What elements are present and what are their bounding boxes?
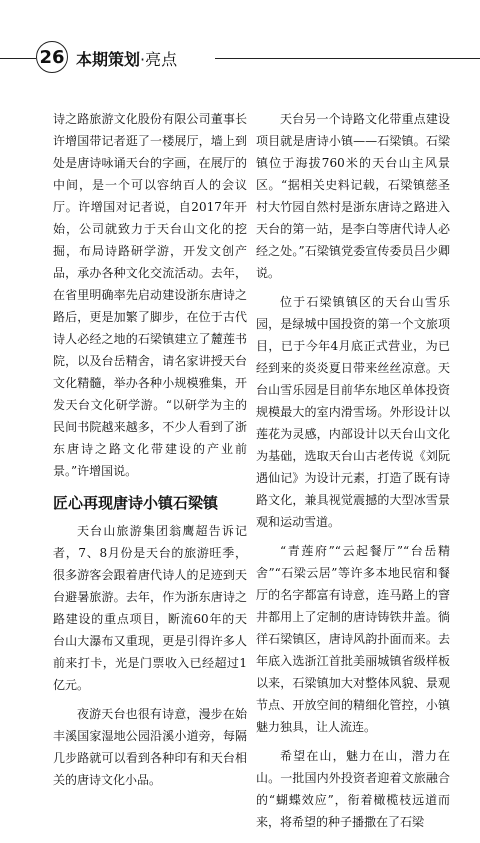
right-paragraph-1: 天台另一个诗路文化带重点建设项目就是唐诗小镇——石梁镇。石梁镇位于海拔760米的天台山主风景区。“据相关史料记载，石梁镇慈圣村大竹园自然村是浙东唐诗之路进入天台的第一站，是李白等唐代诗人必经之处。”石梁镇党委宣传委员吕少卿说。 <box>256 112 450 280</box>
right-paragraph-3: “青莲府”“云起餐厅”“台岳精舍”“石梁云居”等许多本地民宿和餐厅的名字都富有诗意，连马路上的窨井都用上了定制的唐诗铸铁井盖。徜徉石梁镇区，唐诗风韵扑面而来。去年底入选浙江首批美丽城镇省级样板以来，石梁镇加大对整体风貌、景观节点、开放空间的精细化管控，小镇魅力独具，让人流连。 <box>256 544 450 734</box>
page-header <box>0 38 480 78</box>
section-heading: 匠心再现唐诗小镇石梁镇 <box>53 494 219 512</box>
header-rule-left <box>0 58 36 59</box>
section-title-sub: ·亮点 <box>140 50 178 69</box>
right-paragraph-2: 位于石梁镇镇区的天台山雪乐园，是绿城中国投资的第一个文旅项目，已于今年4月底正式营业，为已经到来的炎炎夏日带来丝丝凉意。天台山雪乐园是目前华东地区单体投资规模最大的室内滑雪场。外形设计以莲花为灵感，内部设计以天台山文化为基础，选取天台山古老传说《刘阮遇仙记》为设计元素，打造了既有诗路文化，兼具视觉震撼的大型冰雪景观和运动雪道。 <box>256 295 450 529</box>
page-number: 26 <box>36 41 68 73</box>
section-title-main: 本期策划 <box>76 50 141 69</box>
left-paragraph-2: 天台山旅游集团翁鹰超告诉记者，7、8月份是天台的旅游旺季，很多游客会跟着唐代诗人的足迹到天台避暑旅游。去年，作为浙东唐诗之路建设的重点项目，断流60年的天台山大瀑布又重现，更是引得许多人前来打卡，光是门票收入已经超过1亿元。 <box>53 524 247 692</box>
left-column <box>53 108 247 798</box>
left-paragraph-1: 诗之路旅游文化股份有限公司董事长许增国带记者逛了一楼展厅，墙上到处是唐诗咏诵天台的字画，在展厅的中间，是一个可以容纳百人的会议厅。许增国对记者说，自2017年开始，公司就致力于天台山文化的挖掘，布局诗路研学游，开发文创产品，承办各种文化交流活动。去年，在省里明确率先启动建设浙东唐诗之路后，更是加繁了脚步，在位于古代诗人必经之地的石梁镇建立了麓莲书院，以及台岳精舍，请名家讲授天台文化精髓，举办各种小规模雅集，开发天台文化研学游。“以研学为主的民间书院越来越多，不少人看到了浙东唐诗之路文化带建设的产业前景。”许增国说。 <box>53 112 247 478</box>
section-title <box>76 47 177 70</box>
right-paragraph-4: 希望在山，魅力在山，潜力在山。一批国内外投资者迎着文旅融合的“蝴蝶效应”，衔着橄榄枝远道而来，将希望的种子播撒在了石梁 <box>256 749 450 829</box>
right-column <box>256 108 450 840</box>
header-rule-right <box>215 58 480 59</box>
left-paragraph-3: 夜游天台也很有诗意，漫步在始丰溪国家湿地公园沿溪小道旁，每隔几步路就可以看到各种印有和天台相关的唐诗文化小品。 <box>53 707 247 787</box>
